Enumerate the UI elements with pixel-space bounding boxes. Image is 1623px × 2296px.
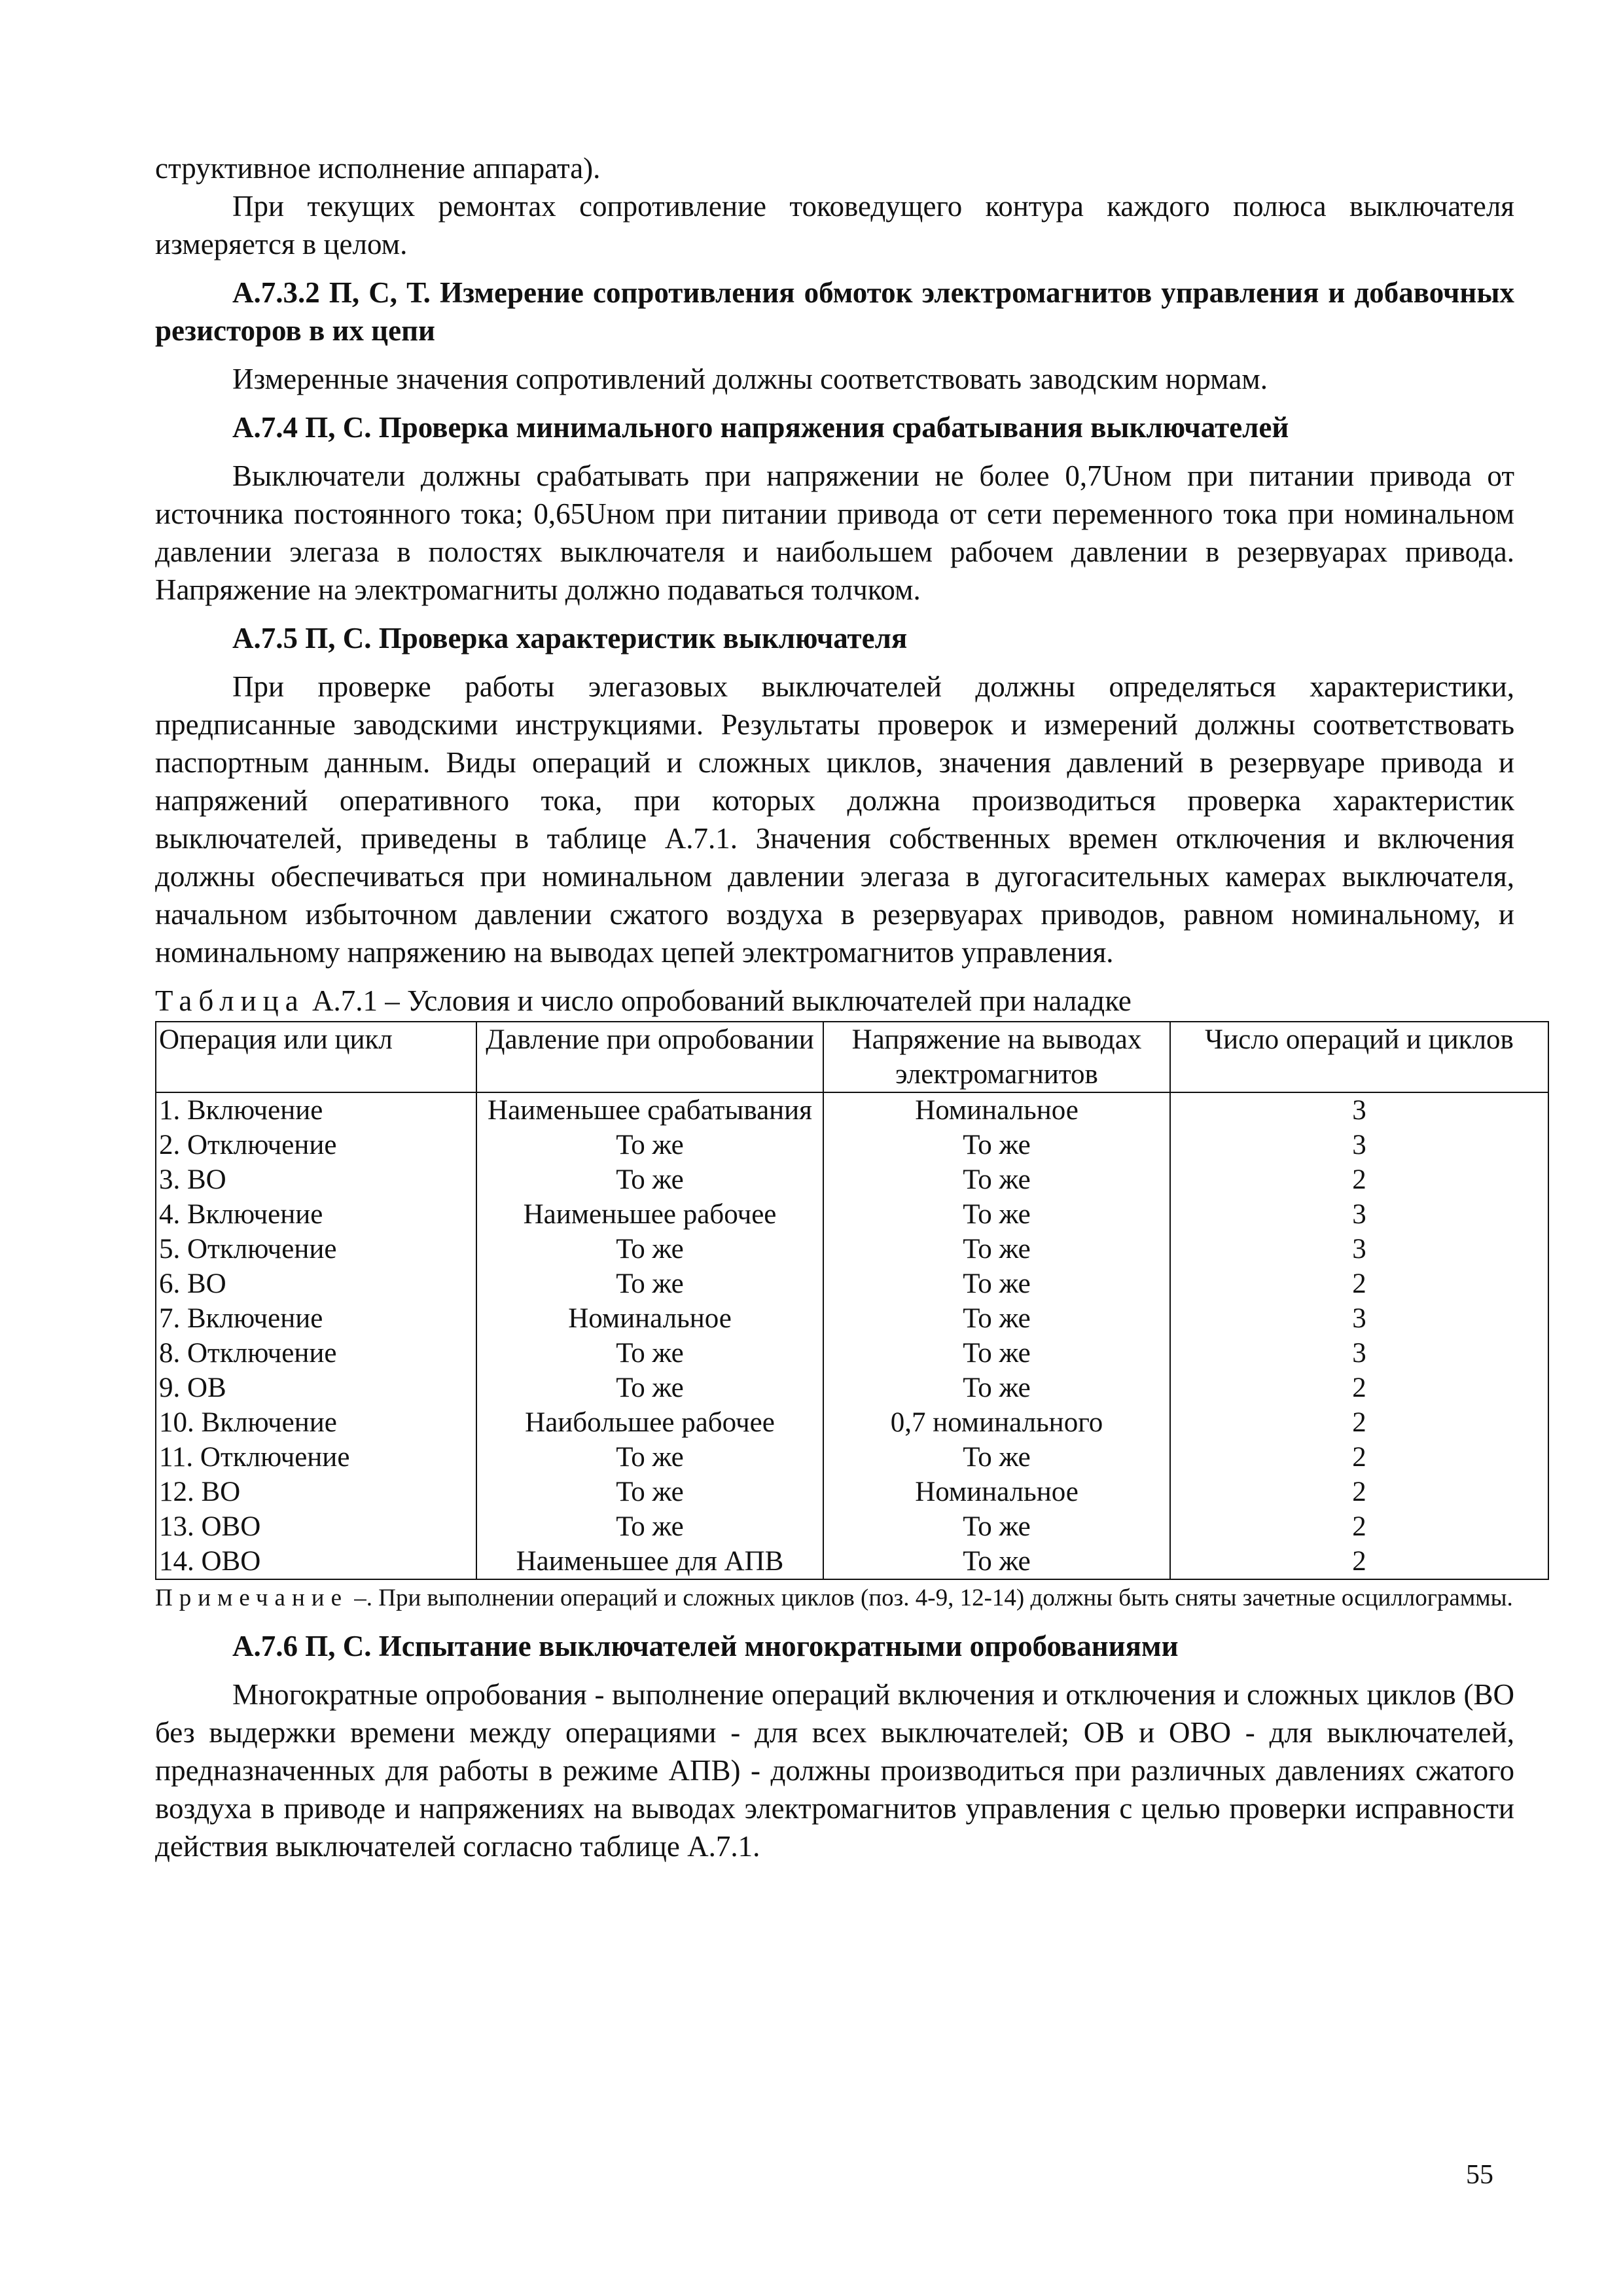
cell-operation: 11. Отключение	[156, 1440, 476, 1475]
paragraph-current-repairs: При текущих ремонтах сопротивление токоведущего контура каждого полюса выключателя измеряется в целом.	[155, 190, 1514, 260]
cell-count: 2	[1170, 1475, 1548, 1509]
header-operation: Операция или цикл	[156, 1022, 476, 1092]
cell-pressure: Наименьшее срабатывания	[476, 1092, 823, 1128]
cell-voltage: 0,7 номинального	[823, 1405, 1170, 1440]
table-header-row	[156, 1022, 1548, 1092]
cell-operation: 9. ОВ	[156, 1371, 476, 1405]
table-row	[156, 1197, 1548, 1232]
cell-operation: 13. ОВО	[156, 1509, 476, 1544]
cell-count: 3	[1170, 1336, 1548, 1371]
cell-pressure: То же	[476, 1509, 823, 1544]
cell-pressure: То же	[476, 1440, 823, 1475]
table-caption-label: Таблица	[155, 984, 305, 1017]
table-caption-text: А.7.1 – Условия и число опробований выключателей при наладке	[304, 984, 1132, 1017]
cell-count: 3	[1170, 1232, 1548, 1266]
cell-voltage: То же	[823, 1162, 1170, 1197]
header-count: Число операций и циклов	[1170, 1022, 1548, 1092]
cell-voltage: То же	[823, 1301, 1170, 1336]
cell-voltage: То же	[823, 1440, 1170, 1475]
cell-voltage: То же	[823, 1128, 1170, 1162]
cell-pressure: То же	[476, 1162, 823, 1197]
cell-voltage: То же	[823, 1509, 1170, 1544]
paragraph-multiple-tests: Многократные опробования - выполнение операций включения и отключения и сложных циклов (ВО без выдержки времени между операциями - для всех выключателей; ОВ и ОВО - для выключателей, предназначенных для работы в режиме АПВ) - должны производиться при различных давлениях сжатого воздуха в приводе и напряжениях на выводах электромагнитов управления с целью проверки исправности действия выключателей согласно таблице А.7.1.	[155, 1678, 1514, 1863]
cell-count: 2	[1170, 1544, 1548, 1579]
table-row	[156, 1232, 1548, 1266]
cell-operation: 5. Отключение	[156, 1232, 476, 1266]
table-row	[156, 1440, 1548, 1475]
cell-voltage: Номинальное	[823, 1092, 1170, 1128]
cell-voltage: То же	[823, 1544, 1170, 1579]
cell-operation: 1. Включение	[156, 1092, 476, 1128]
cell-count: 2	[1170, 1266, 1548, 1301]
cell-voltage: То же	[823, 1197, 1170, 1232]
table-row	[156, 1475, 1548, 1509]
table-row	[156, 1405, 1548, 1440]
cell-pressure: То же	[476, 1371, 823, 1405]
section-heading-a74: А.7.4 П, С. Проверка минимального напряжения срабатывания выключателей	[232, 411, 1289, 444]
paragraph-measured-values: Измеренные значения сопротивлений должны соответствовать заводским нормам.	[232, 363, 1268, 395]
cell-count: 2	[1170, 1371, 1548, 1405]
cell-operation: 4. Включение	[156, 1197, 476, 1232]
paragraph-min-voltage: Выключатели должны срабатывать при напряжении не более 0,7Uном при питании привода от источника постоянного тока; 0,65Uном при питании привода от сети переменного тока при номинальном давлении элегаза в полостях выключателя и наибольшем рабочем давлении в резервуарах привода. Напряжение на электромагниты должно подаваться толчком.	[155, 459, 1514, 606]
table-row	[156, 1544, 1548, 1579]
cell-count: 2	[1170, 1405, 1548, 1440]
cell-voltage: То же	[823, 1371, 1170, 1405]
cell-count: 2	[1170, 1509, 1548, 1544]
cell-pressure: То же	[476, 1128, 823, 1162]
cell-pressure: Наименьшее для АПВ	[476, 1544, 823, 1579]
table-row	[156, 1336, 1548, 1371]
cell-pressure: То же	[476, 1336, 823, 1371]
cell-pressure: Номинальное	[476, 1301, 823, 1336]
section-heading-a76: А.7.6 П, С. Испытание выключателей многократными опробованиями	[232, 1630, 1179, 1662]
table-note-label: Примечание	[155, 1585, 348, 1611]
cell-operation: 12. ВО	[156, 1475, 476, 1509]
cell-pressure: То же	[476, 1475, 823, 1509]
table-row	[156, 1509, 1548, 1544]
table-row	[156, 1371, 1548, 1405]
cell-count: 3	[1170, 1197, 1548, 1232]
cell-count: 3	[1170, 1092, 1548, 1128]
cell-pressure: Наибольшее рабочее	[476, 1405, 823, 1440]
paragraph-continuation: структивное исполнение аппарата).	[155, 152, 601, 185]
document-page	[155, 149, 1514, 1865]
cell-operation: 3. ВО	[156, 1162, 476, 1197]
cell-operation: 7. Включение	[156, 1301, 476, 1336]
cell-count: 3	[1170, 1128, 1548, 1162]
cell-operation: 14. ОВО	[156, 1544, 476, 1579]
cell-operation: 10. Включение	[156, 1405, 476, 1440]
table-note-text: –. При выполнении операций и сложных циклов (поз. 4-9, 12-14) должны быть сняты зачетные осциллограммы.	[348, 1585, 1513, 1611]
section-heading-a75: А.7.5 П, С. Проверка характеристик выключателя	[232, 622, 908, 655]
cell-voltage: Номинальное	[823, 1475, 1170, 1509]
cell-count: 2	[1170, 1162, 1548, 1197]
table-row	[156, 1301, 1548, 1336]
cell-operation: 8. Отключение	[156, 1336, 476, 1371]
cell-count: 3	[1170, 1301, 1548, 1336]
paragraph-characteristics: При проверке работы элегазовых выключателей должны определяться характеристики, предписанные заводскими инструкциями. Результаты проверок и измерений должны соответствовать паспортным данным. Виды операций и сложных циклов, значения давлений в резервуаре привода и напряжений оперативного тока, при которых должна производиться проверка характеристик выключателей, приведены в таблице А.7.1. Значения собственных времен отключения и включения должны обеспечиваться при номинальном давлении элегаза в дугогасительных камерах выключателя, начальном избыточном давлении сжатого воздуха в резервуарах приводов, равном номинальному, и номинальному напряжению на выводах цепей электромагнитов управления.	[155, 670, 1514, 969]
cell-operation: 2. Отключение	[156, 1128, 476, 1162]
cell-count: 2	[1170, 1440, 1548, 1475]
cell-voltage: То же	[823, 1336, 1170, 1371]
header-pressure: Давление при опробовании	[476, 1022, 823, 1092]
table-row	[156, 1162, 1548, 1197]
header-voltage: Напряжение на выводах электромагнитов	[823, 1022, 1170, 1092]
cell-pressure: То же	[476, 1266, 823, 1301]
table-row	[156, 1092, 1548, 1128]
table-caption	[155, 982, 1514, 1020]
cell-pressure: То же	[476, 1232, 823, 1266]
cell-pressure: Наименьшее рабочее	[476, 1197, 823, 1232]
cell-operation: 6. ВО	[156, 1266, 476, 1301]
cell-voltage: То же	[823, 1232, 1170, 1266]
page-number: 55	[1466, 2160, 1493, 2190]
table-row	[156, 1266, 1548, 1301]
section-heading-a732: А.7.3.2 П, С, Т. Измерение сопротивления обмоток электромагнитов управления и добавочных резисторов в их цепи	[155, 276, 1514, 347]
table-note	[155, 1584, 1514, 1613]
test-conditions-table	[155, 1021, 1549, 1580]
table-row	[156, 1128, 1548, 1162]
cell-voltage: То же	[823, 1266, 1170, 1301]
